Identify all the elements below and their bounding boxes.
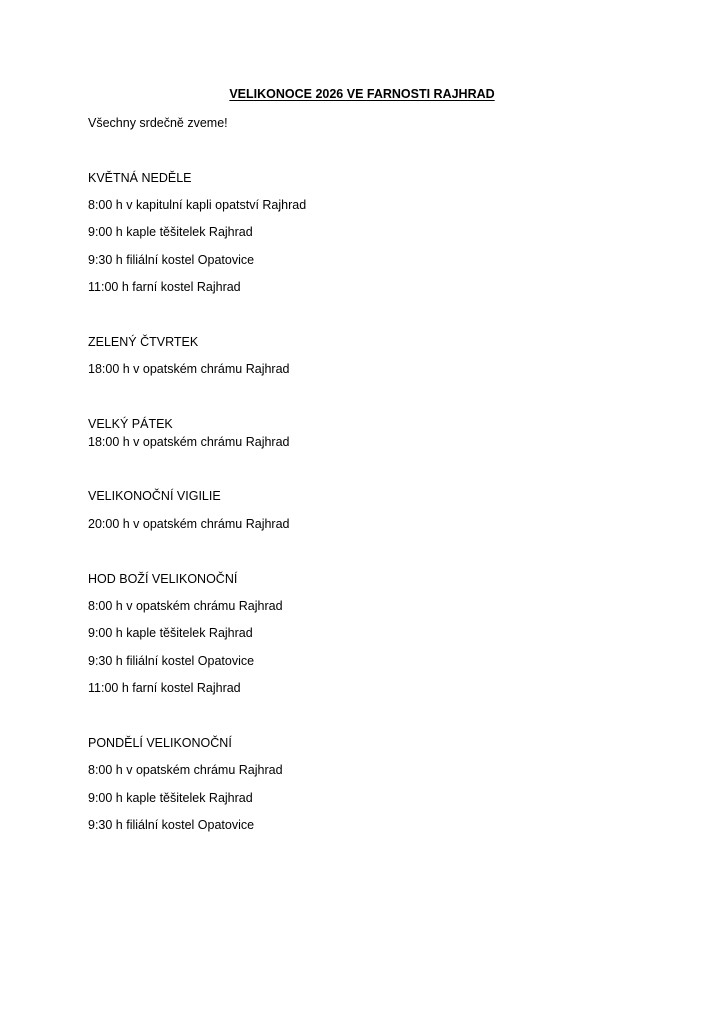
schedule-item: 18:00 h v opatském chrámu Rajhrad (88, 362, 290, 376)
section-heading-kvetna-nedele: KVĚTNÁ NEDĚLE (88, 171, 192, 185)
schedule-item: 9:30 h filiální kostel Opatovice (88, 253, 255, 267)
schedule-item: 9:30 h filiální kostel Opatovice (88, 818, 255, 832)
schedule-item: 18:00 h v opatském chrámu Rajhrad (88, 435, 290, 449)
schedule-item: 8:00 h v opatském chrámu Rajhrad (88, 763, 283, 777)
section-heading-pondeli-velikonocni: PONDĚLÍ VELIKONOČNÍ (88, 736, 232, 750)
schedule-item: 11:00 h farní kostel Rajhrad (88, 280, 241, 294)
schedule-item: 9:30 h filiální kostel Opatovice (88, 654, 255, 668)
schedule-item: 20:00 h v opatském chrámu Rajhrad (88, 517, 290, 531)
schedule-item: 9:00 h kaple těšitelek Rajhrad (88, 626, 253, 640)
section-heading-velky-patek: VELKÝ PÁTEK (88, 417, 173, 431)
schedule-item: 8:00 h v opatském chrámu Rajhrad (88, 599, 283, 613)
section-heading-zeleny-ctvrtek: ZELENÝ ČTVRTEK (88, 335, 199, 349)
document-title: VELIKONOCE 2026 VE FARNOSTI RAJHRAD (229, 87, 495, 101)
schedule-item: 11:00 h farní kostel Rajhrad (88, 681, 241, 695)
schedule-item: 9:00 h kaple těšitelek Rajhrad (88, 225, 253, 239)
intro-text: Všechny srdečně zveme! (88, 116, 228, 130)
schedule-item: 8:00 h v kapitulní kapli opatství Rajhrad (88, 198, 307, 212)
section-heading-velikonocni-vigilie: VELIKONOČNÍ VIGILIE (88, 489, 221, 503)
schedule-item: 9:00 h kaple těšitelek Rajhrad (88, 791, 253, 805)
section-heading-hod-bozi-velikonocni: HOD BOŽÍ VELIKONOČNÍ (88, 572, 238, 586)
